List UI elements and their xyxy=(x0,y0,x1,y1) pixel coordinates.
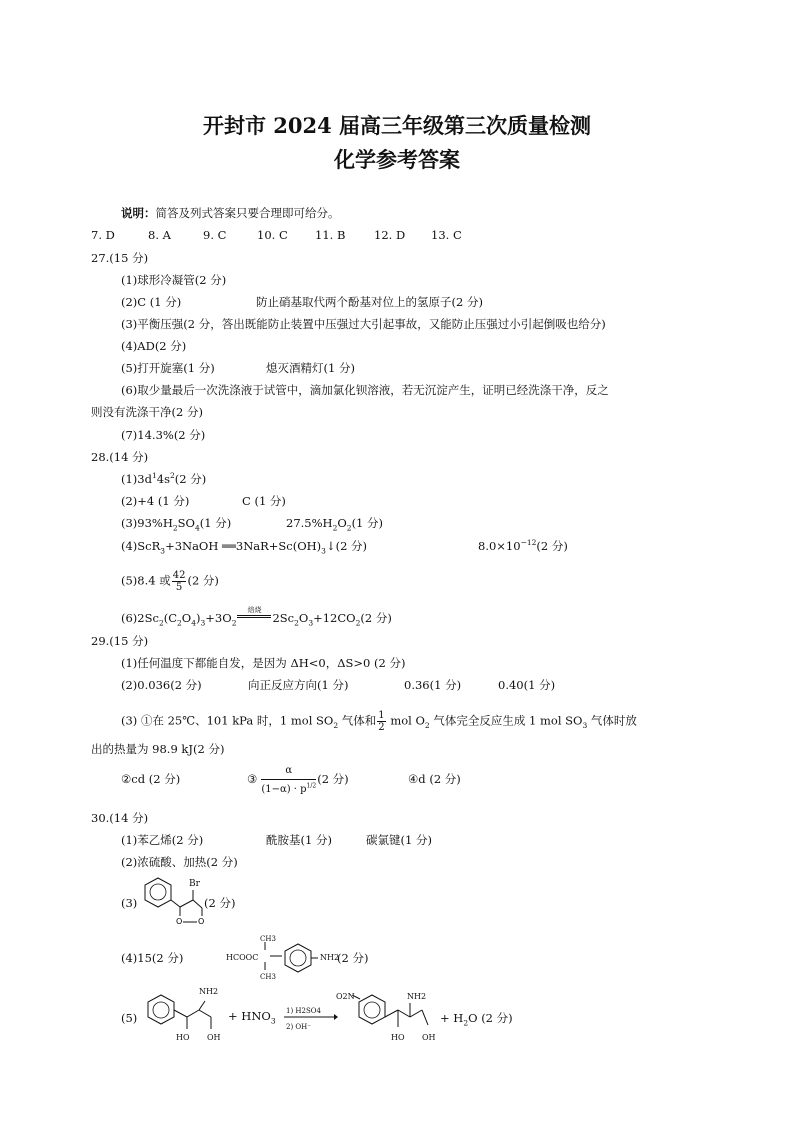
q29-l3 xyxy=(121,710,637,733)
q27-l6b: 则没有洗涤干净(2 分) xyxy=(91,405,203,419)
q28-l6-t: O xyxy=(298,611,309,625)
water-sub: 2 xyxy=(463,1018,469,1028)
q29-l4b xyxy=(247,765,349,795)
nitro-label: O2N xyxy=(336,992,355,1001)
fraction-numerator: 42 xyxy=(172,570,186,581)
q28-l5 xyxy=(121,570,219,593)
product-hydroxyl-1: HO xyxy=(391,1033,405,1042)
q28-l3a xyxy=(121,516,232,533)
q28-l4a-sub1: 3 xyxy=(160,546,166,556)
q27-l7: (7)14.3%(2 分) xyxy=(121,428,206,442)
reaction-condition: 焙烧 xyxy=(247,606,262,614)
aniline-structure xyxy=(262,938,322,978)
q30-l3-label: (3) xyxy=(121,896,138,910)
q29-l3-t: mol O xyxy=(386,713,425,728)
q28-l3a-mid: SO xyxy=(177,516,195,530)
q29-l3-fraction xyxy=(377,710,385,733)
q28-l4a-sub2: 3 xyxy=(321,546,326,556)
mc-answer: 11. B xyxy=(315,228,346,242)
product-amino: NH2 xyxy=(407,992,427,1001)
condition-2: 2) OH⁻ xyxy=(286,1023,311,1031)
reactant-hydroxyl-1: HO xyxy=(176,1033,190,1042)
q29-l3-t: 气体完全反应生成 1 mol SO xyxy=(429,713,583,728)
nitric-acid xyxy=(228,1009,276,1026)
q28-l1-post: (2 分) xyxy=(174,472,207,486)
reactant-hydroxyl-2: OH xyxy=(207,1033,221,1042)
q27-l6a: (6)取少量最后一次洗涤液于试管中，滴加氯化钡溶液，若无沉淀产生，证明已经洗涤干净，反之 xyxy=(121,383,609,397)
q28-l4b xyxy=(478,539,568,553)
q28-l2a: (2)+4 (1 分) xyxy=(121,494,190,508)
q28-l3a-sub2: 4 xyxy=(194,523,200,533)
fraction-denominator: 2 xyxy=(378,722,385,733)
q28-l1-mid: 4s xyxy=(156,472,170,486)
svg-text:O: O xyxy=(198,917,205,926)
methyl-bottom-label: CH3 xyxy=(260,973,276,981)
q28-l3b-sub2: 2 xyxy=(346,523,352,533)
q28-l6-t: 2Sc xyxy=(272,611,295,625)
q28-l1-pre: (1)3d xyxy=(121,472,152,486)
fraction-numerator: 1 xyxy=(378,710,385,721)
q29-l2b: 向正反应方向(1 分) xyxy=(248,678,349,692)
mc-answer: 7. D xyxy=(91,228,115,242)
q28-l1 xyxy=(121,472,206,486)
q27-l2a: (2)C (1 分) xyxy=(121,295,182,309)
q28-l4a-mid: +3NaOH ══3NaR+Sc(OH) xyxy=(165,539,322,553)
q30-l3-score: (2 分) xyxy=(204,896,236,910)
q29-l3-t: 气体时放 xyxy=(587,713,637,728)
q29-l4b-pre: ③ xyxy=(247,772,258,786)
reaction-arrow xyxy=(237,606,271,622)
q29-l2c: 0.36(1 分) xyxy=(404,678,462,692)
product-hydroxyl-2: OH xyxy=(422,1033,436,1042)
hcooc-label: HCOOC xyxy=(226,953,259,962)
denominator-text: (1−α) · p xyxy=(261,784,307,795)
q29-l3-sub: 3 xyxy=(582,720,588,730)
amino-label: NH2 xyxy=(320,953,340,962)
q30-l4-label: (4)15(2 分) xyxy=(121,951,184,965)
q28-l6-sub: 3 xyxy=(308,618,314,628)
q28-l6-sub: 2 xyxy=(177,618,182,628)
q30-l1c: 碳氯键(1 分) xyxy=(366,833,432,847)
q27-l3: (3)平衡压强(2 分，答出既能防止装置中压强过大引起事故，又能防止压强过小引起倒吸也给分) xyxy=(121,317,606,331)
svg-text:O: O xyxy=(176,917,183,926)
condition-1: 1) H2SO4 xyxy=(286,1007,321,1015)
note-text: 简答及列式答案只要合理即可给分。 xyxy=(155,206,340,220)
q28-l1-sup2: 2 xyxy=(169,471,175,481)
q29-l3-t: (3) ①在 25℃、101 kPa 时，1 mol SO xyxy=(121,713,334,728)
water-score xyxy=(440,1011,513,1028)
nitric-acid-sub: 3 xyxy=(270,1016,276,1026)
q28-l3a-pre: (3)93%H xyxy=(121,516,173,530)
q30-l4-score: (2 分) xyxy=(337,951,369,965)
q28-l6-t: +3O xyxy=(205,611,232,625)
denominator-exponent: 1/2 xyxy=(306,782,317,790)
q28-l3a-sub1: 2 xyxy=(172,523,178,533)
q28-l6 xyxy=(121,606,392,628)
q29-l4c: ④d (2 分) xyxy=(408,772,461,786)
q27-l1: (1)球形冷凝管(2 分) xyxy=(121,273,227,287)
note-label: 说明： xyxy=(121,206,156,220)
q28-l5-pre: (5)8.4 或 xyxy=(121,573,171,588)
water-score-text: O (2 分) xyxy=(468,1011,513,1025)
q28-l6-t: O xyxy=(181,611,192,625)
q28-l4b-pre: 8.0×10 xyxy=(478,539,521,553)
nitric-acid-text: + HNO xyxy=(228,1009,271,1023)
q29-l1: (1)任何温度下都能自发，是因为 ΔH<0，ΔS>0 (2 分) xyxy=(121,656,406,670)
q29-l4a: ②cd (2 分) xyxy=(121,772,181,786)
equal-sign xyxy=(237,615,271,618)
q29-l4b-fraction xyxy=(261,765,316,795)
q29-l2d: 0.40(1 分) xyxy=(498,678,556,692)
q28-l6-t: ) xyxy=(196,611,201,625)
q28-l4a-post: ↓(2 分) xyxy=(325,539,368,553)
q28-l3b-post: (1 分) xyxy=(351,516,384,530)
q28-l2b: C (1 分) xyxy=(242,494,286,508)
q28-l6-sub: 4 xyxy=(191,618,197,628)
q28-l6-sub: 2 xyxy=(231,618,237,628)
doc-title: 开封市 2024 届高三年级第三次质量检测 xyxy=(202,113,592,138)
q30-head: 30.(14 分) xyxy=(91,811,149,825)
fraction-denominator: 5 xyxy=(175,582,183,593)
q28-l4b-post: (2 分) xyxy=(536,539,568,553)
q28-l4a xyxy=(121,539,368,556)
q28-l6-sub: 2 xyxy=(294,618,299,628)
q28-l6-t: +12CO xyxy=(313,611,356,625)
note xyxy=(121,206,340,220)
q28-l3b-mid: O xyxy=(337,516,347,530)
q28-l6-sub: 2 xyxy=(355,618,361,628)
q29-l2a: (2)0.036(2 分) xyxy=(121,678,202,692)
q28-l6-sub: 3 xyxy=(200,618,206,628)
q27-head: 27.(15 分) xyxy=(91,251,149,265)
q28-l6-post: (2 分) xyxy=(360,611,392,625)
q27-l5b: 熄灭酒精灯(1 分) xyxy=(266,361,355,375)
q28-l6-t: (C xyxy=(163,611,178,625)
q29-l4b-post: (2 分) xyxy=(317,772,349,786)
q27-l5a: (5)打开旋塞(1 分) xyxy=(121,361,215,375)
q28-l1-sup1: 1 xyxy=(151,471,157,481)
q28-l4a-pre: (4)ScR xyxy=(121,539,161,553)
q28-l3a-post: (1 分) xyxy=(199,516,232,530)
mc-answer: 12. D xyxy=(374,228,406,242)
q27-l4: (4)AD(2 分) xyxy=(121,339,187,353)
mc-answers xyxy=(91,228,462,242)
q28-l5-fraction xyxy=(172,570,187,593)
q30-l1a: (1)苯乙烯(2 分) xyxy=(121,833,204,847)
doc-subtitle: 化学参考答案 xyxy=(334,147,460,172)
water-text: + H xyxy=(440,1011,464,1025)
q30-l5-label: (5) xyxy=(121,1011,138,1025)
q28-l3b-sub1: 2 xyxy=(332,523,338,533)
mc-answer: 13. C xyxy=(431,228,462,242)
q29-l3b: 出的热量为 98.9 kJ(2 分) xyxy=(91,742,225,756)
q27-l2b: 防止硝基取代两个酚基对位上的氢原子(2 分) xyxy=(256,295,483,309)
q30-l1b: 酰胺基(1 分) xyxy=(266,833,332,847)
q28-l6-t: (6)2Sc xyxy=(121,611,159,625)
q28-l4b-sup: −12 xyxy=(520,538,537,548)
q28-l5-post: (2 分) xyxy=(187,573,219,588)
q30-l2: (2)浓硫酸、加热(2 分) xyxy=(121,855,238,869)
q29-l3-sub: 2 xyxy=(424,720,430,730)
q29-head: 29.(15 分) xyxy=(91,634,149,648)
mc-answer: 9. C xyxy=(203,228,227,242)
q29-l3-t: 气体和 xyxy=(338,713,377,728)
bromo-label: Br xyxy=(189,879,200,889)
q29-l3-sub: 2 xyxy=(333,720,339,730)
mc-answer: 8. A xyxy=(148,228,171,242)
fraction-denominator xyxy=(261,780,316,795)
q28-head: 28.(14 分) xyxy=(91,450,149,464)
methyl-top-label: CH3 xyxy=(260,935,276,943)
q28-l3b-pre: 27.5%H xyxy=(286,516,333,530)
reactant-amino: NH2 xyxy=(199,987,219,996)
q28-l6-sub: 2 xyxy=(158,618,164,628)
fraction-numerator: α xyxy=(261,765,316,780)
mc-answer: 10. C xyxy=(257,228,288,242)
q28-l3b xyxy=(286,516,384,533)
